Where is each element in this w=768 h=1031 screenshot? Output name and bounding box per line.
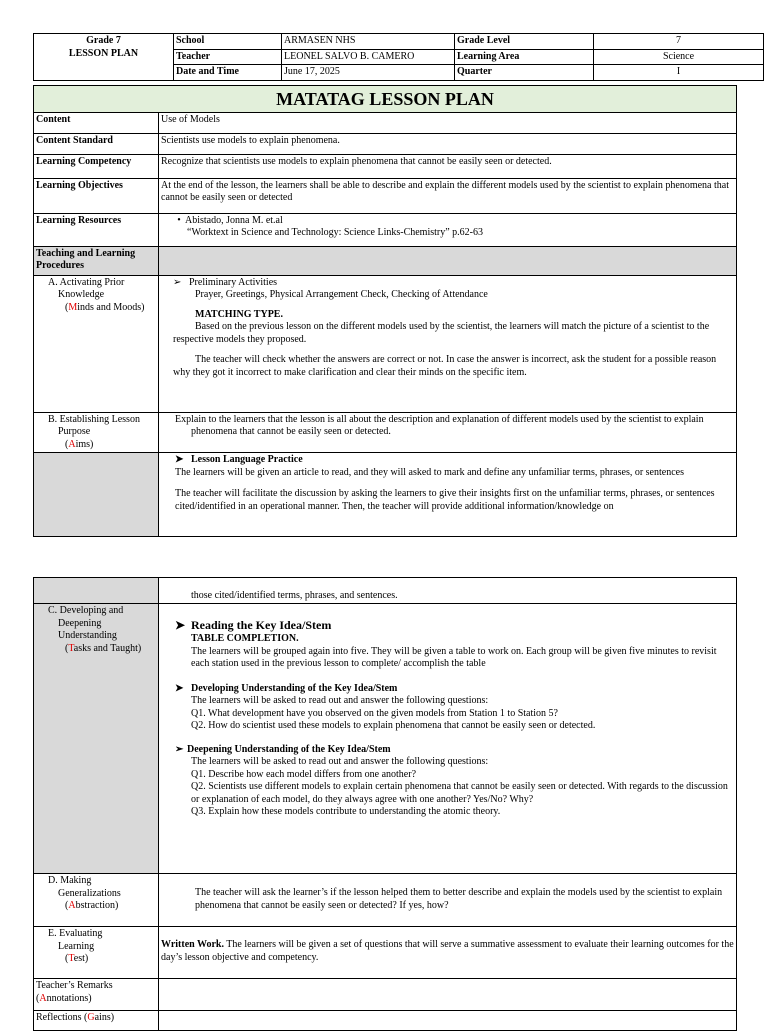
procedures-value [159,246,737,275]
grade-cell [34,34,174,81]
table-completion-text: The learners will be grouped again into five. They will be given a table to work on. Each group will be given five minutes to revisit each station used in the previous lesson to complete/ accomplish the table [191,645,717,669]
deepening-title: Deepening Understanding of the Key Idea/Stem [187,743,391,755]
standard-label: Content Standard [34,133,159,154]
section-e-content [159,927,737,979]
teacher-value: LEONEL SALVO B. CAMERO [282,49,455,65]
reflections-label: Reflections (Gains) [34,1011,159,1031]
school-label: School [174,34,282,50]
section-c-label: C. Developing and Deepening Understanding (Tasks and Taught) [34,604,159,874]
language-title: Lesson Language Practice [191,454,303,465]
grade-level-value: 7 [594,34,764,50]
deepening-q3: Q3. Explain how these models contribute to understanding the atomic theory. [191,806,501,817]
prelim-items: Prayer, Greetings, Physical Arrangement Check, Checking of Attendance [195,289,488,300]
page-title: MATATAG LESSON PLAN [34,86,737,113]
arrowhead-bullet-icon: ➤ [175,682,184,694]
learning-area-value: Science [594,49,764,65]
resources-label: Learning Resources [34,213,159,246]
school-value: ARMASEN NHS [282,34,455,50]
date-value: June 17, 2025 [282,65,455,81]
header-table [33,33,764,81]
language-continued: those cited/identified terms, phrases, and sentences. [159,578,737,604]
section-b-text: Explain to the learners that the lesson is all about the description and explanation of different models used by the scientist to explain phenomena that cannot be easily seen or detected. [175,413,704,437]
grade-label: Grade 7 [86,35,121,46]
arrowhead-bullet-icon: ➤ [175,454,184,465]
lesson-plan-table [33,85,737,537]
section-d-text: The teacher will ask the learner’s if the lesson helped them to better describe and explain the models used by the scientist to explain phenomena that cannot be easily seen or detected? If yes, how? [195,887,723,911]
resources-line2: “Worktext in Science and Technology: Science Links-Chemistry” p.62-63 [187,227,484,238]
language-text1: The learners will be given an article to read, and they will asked to mark and define any unfamiliar terms, phrases, or sentences [175,466,684,478]
table-completion-title: TABLE COMPLETION. [191,633,299,644]
procedures-label: Teaching and Learning Procedures [34,246,159,275]
section-d-content [159,874,737,927]
deepening-q2: Q2. Scientists use different models to explain certain phenomena that cannot be easily seen or detected. With regards to the discussion or explanation of each model, do they always agree with one another? Yes/No? Why? [191,781,728,805]
remarks-label: Teacher’s Remarks (Annotations) [34,979,159,1011]
section-d-label: D. Making Generalizations (Abstraction) [34,874,159,927]
content-label: Content [34,112,159,133]
arrowhead-bullet-icon: ➤ [175,618,186,632]
prelim-title: Preliminary Activities [189,276,278,288]
arrowhead-bullet-icon: ➢ [175,743,184,755]
quarter-label: Quarter [455,65,594,81]
resources-line1: Abistado, Jonna M. et.al [185,214,283,226]
reading-title: Reading the Key Idea/Stem [191,618,332,632]
language-text2: The teacher will facilitate the discussion by asking the learners to give their insights first on the unfamiliar terms, phrases, or sentences cited/identified in an operational manner. Then, the teacher will provide additional information/knowledge on [175,488,715,512]
remarks-value [159,979,737,1011]
resources-value [159,213,737,246]
arrowhead-bullet-icon: ➢ [173,276,182,288]
teacher-label: Teacher [174,49,282,65]
competency-label: Learning Competency [34,154,159,178]
standard-value: Scientists use models to explain phenomena. [159,133,737,154]
doc-type-label: LESSON PLAN [68,47,139,59]
developing-q2: Q2. How do scientist used these models to explain phenomena that cannot be easily seen or detected. [191,720,596,731]
section-e-text: Written Work. The learners will be given a set of questions that will serve a summative assessment to evaluate their learning outcomes for the day’s lesson objective and competency. [161,939,734,963]
content-value: Use of Models [159,112,737,133]
section-e-label: E. Evaluating Learning (Test) [34,927,159,979]
round-bullet-icon: • [177,214,181,226]
section-a-content [159,275,737,412]
lesson-plan-table-continued [33,577,737,1031]
reflections-value [159,1011,737,1031]
check-text: The teacher will check whether the answers are correct or not. In case the answer is incorrect, ask the student for a possible reason why they got it incorrect to make clarification and clear their minds on the specific item. [173,354,717,378]
date-label: Date and Time [174,65,282,81]
objectives-value: At the end of the lesson, the learners shall be able to describe and explain the different models used by the scientist to explain phenomena that cannot be easily seen or detected [159,178,737,213]
quarter-value: I [594,65,764,81]
deepening-q1: Q1. Describe how each model differs from one another? [191,768,417,780]
developing-title: Developing Understanding of the Key Idea/Stem [191,682,398,694]
section-c-content [159,604,737,874]
section-b-label: B. Establishing Lesson Purpose (Aims) [34,412,159,453]
matching-text: Based on the previous lesson on the different models used by the scientist, the learners will match the picture of a scientist to the respective models they proposed. [173,321,710,345]
continued-label-cell [34,578,159,604]
language-content [159,453,737,537]
objectives-label: Learning Objectives [34,178,159,213]
learning-area-label: Learning Area [455,49,594,65]
developing-q1: Q1. What development have you observed on the given models from Station 1 to Station 5? [191,707,558,719]
developing-intro: The learners will be asked to read out and answer the following questions: [191,695,489,706]
matching-title: MATCHING TYPE. [195,308,283,320]
competency-value: Recognize that scientists use models to explain phenomena that cannot be easily seen or detected. [159,154,737,178]
section-b-content [159,412,737,453]
section-a-label: A. Activating Prior Knowledge (Minds and Moods) [34,275,159,412]
grade-level-label: Grade Level [455,34,594,50]
language-label-cell [34,453,159,537]
deepening-intro: The learners will be asked to read out and answer the following questions: [191,756,489,767]
